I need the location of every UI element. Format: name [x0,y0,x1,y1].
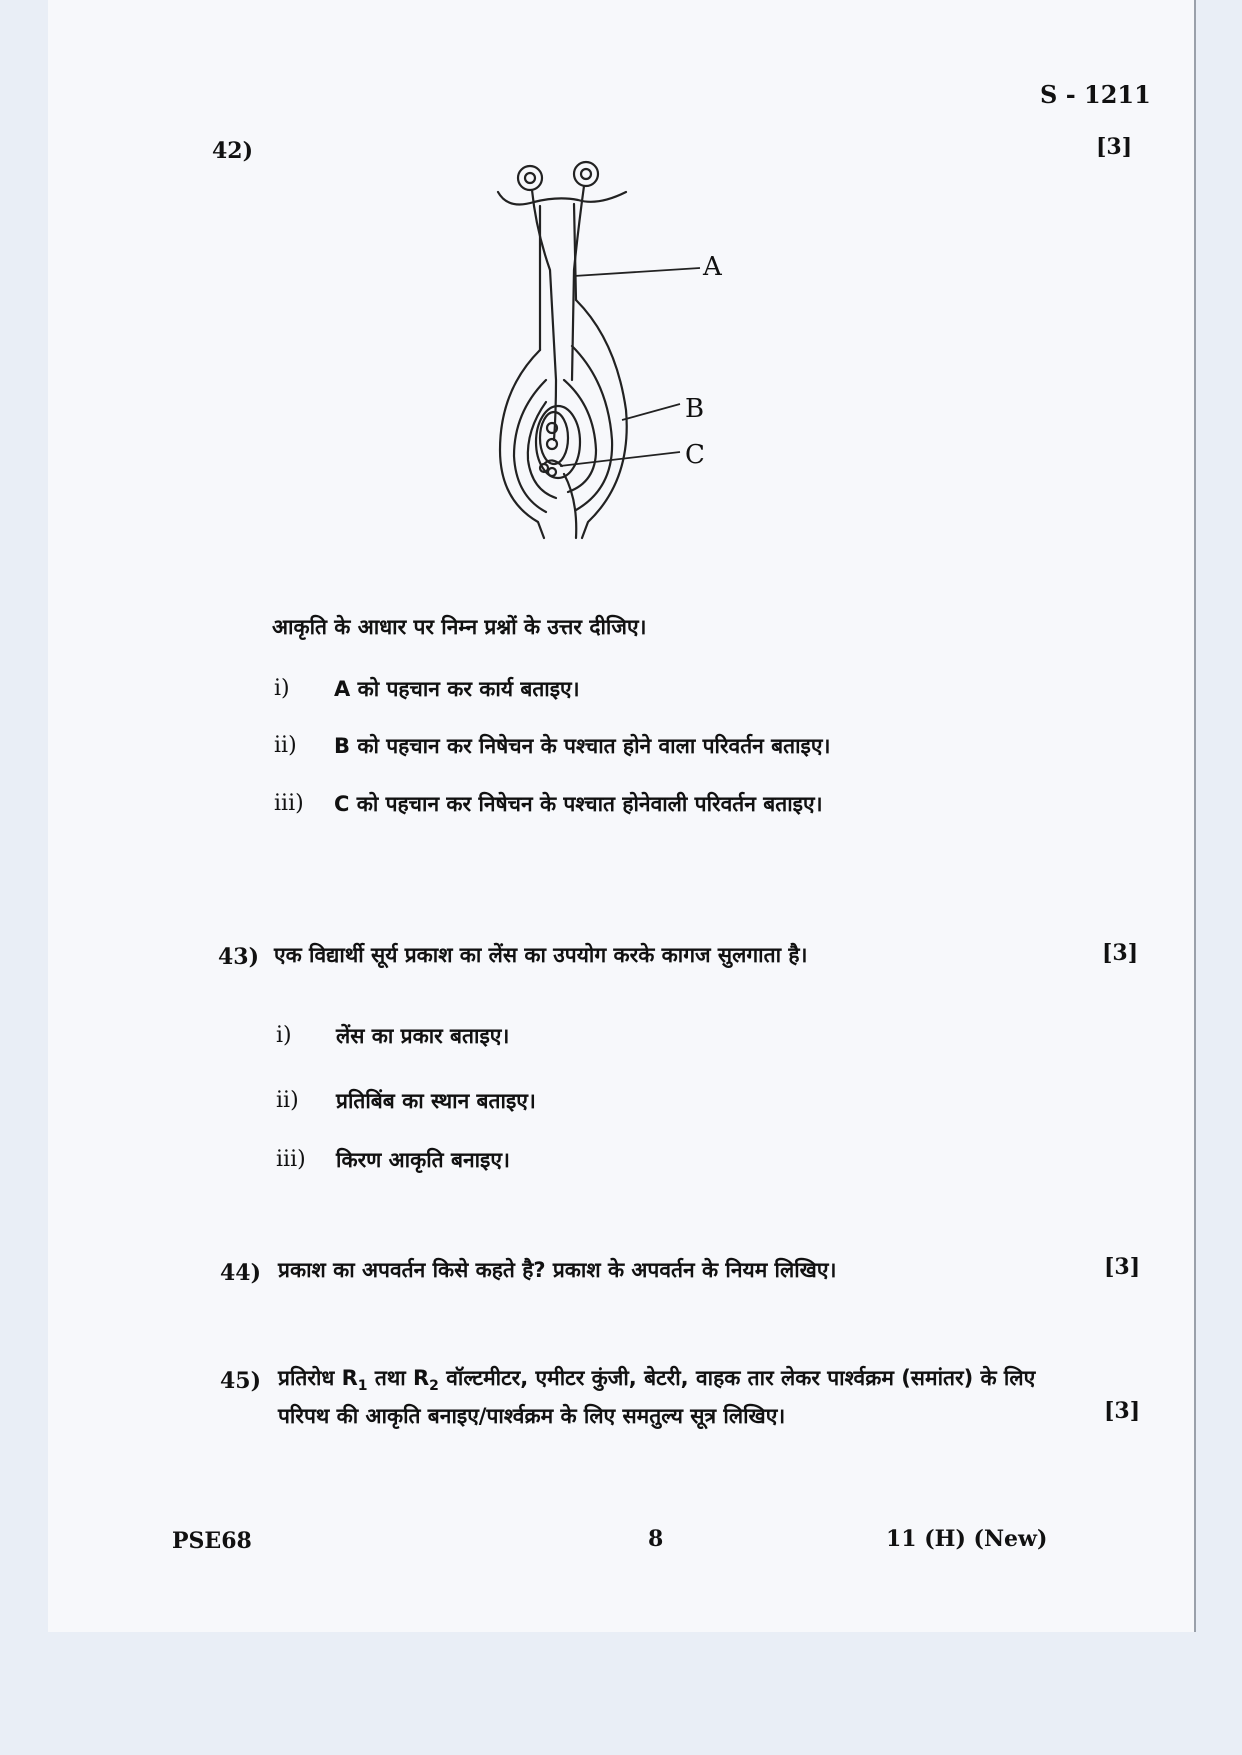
q44-marks: [3] [1104,1254,1141,1280]
q45-line-2: परिपथ की आकृति बनाइए/पार्श्वक्रम के लिए समतुल्य सूत्र लिखिए। [278,1404,786,1428]
footer-page-number: 8 [648,1526,664,1552]
q42-sub-1-text: A को पहचान कर कार्य बताइए। [334,677,580,701]
q43-sub-2-num: ii) [276,1088,299,1113]
q42-sub-2-num: ii) [274,733,297,758]
q43-marks: [3] [1102,940,1139,966]
q43-number: 43) [218,944,260,970]
q43-sub-3-num: iii) [276,1147,306,1172]
q42-sub-1-num: i) [274,676,290,701]
q43-sub-2-text: प्रतिबिंब का स्थान बताइए। [336,1089,536,1113]
q45-line-1a: प्रतिरोध R [278,1366,358,1390]
label-c: C [685,440,705,470]
q45-sub-2: 2 [429,1378,439,1395]
q45-sub-1: 1 [357,1378,368,1395]
q45-line-1 [278,1364,1035,1394]
q42-marks: [3] [1096,134,1133,160]
q45-marks: [3] [1104,1398,1141,1424]
pistil-diagram [448,150,778,550]
q43-sub-1-num: i) [276,1023,292,1048]
q42-sub-3-num: iii) [274,791,304,816]
q43-sub-3-text: किरण आकृति बनाइए। [336,1148,510,1172]
q42-prompt: आकृति के आधार पर निम्न प्रश्नों के उत्तर दीजिए। [272,615,647,639]
footer-left: PSE68 [172,1528,252,1554]
q42-number: 42) [212,138,254,164]
q43-text: एक विद्यार्थी सूर्य प्रकाश का लेंस का उपयोग करके कागज सुलगाता है। [274,943,808,967]
q42-sub-2-text: B को पहचान कर निषेचन के पश्चात होने वाला परिवर्तन बताइए। [334,734,831,758]
footer-right: 11 (H) (New) [886,1526,1048,1552]
label-b: B [685,394,705,424]
label-a: A [703,252,722,282]
q44-text: प्रकाश का अपवर्तन किसे कहते है? प्रकाश के अपवर्तन के नियम लिखिए। [278,1258,837,1282]
q42-sub-3-text: C को पहचान कर निषेचन के पश्चात होनेवाली परिवर्तन बताइए। [334,792,823,816]
q45-line-1c: वॉल्टमीटर, एमीटर कुंजी, बेटरी, वाहक तार लेकर पार्श्वक्रम (समांतर) के लिए [438,1366,1036,1390]
q44-number: 44) [220,1260,262,1286]
exam-page [48,0,1196,1632]
q45-number: 45) [220,1368,262,1394]
q45-line-1b: तथा R [367,1366,430,1390]
paper-code: S - 1211 [1040,80,1151,109]
q43-sub-1-text: लेंस का प्रकार बताइए। [336,1024,510,1048]
